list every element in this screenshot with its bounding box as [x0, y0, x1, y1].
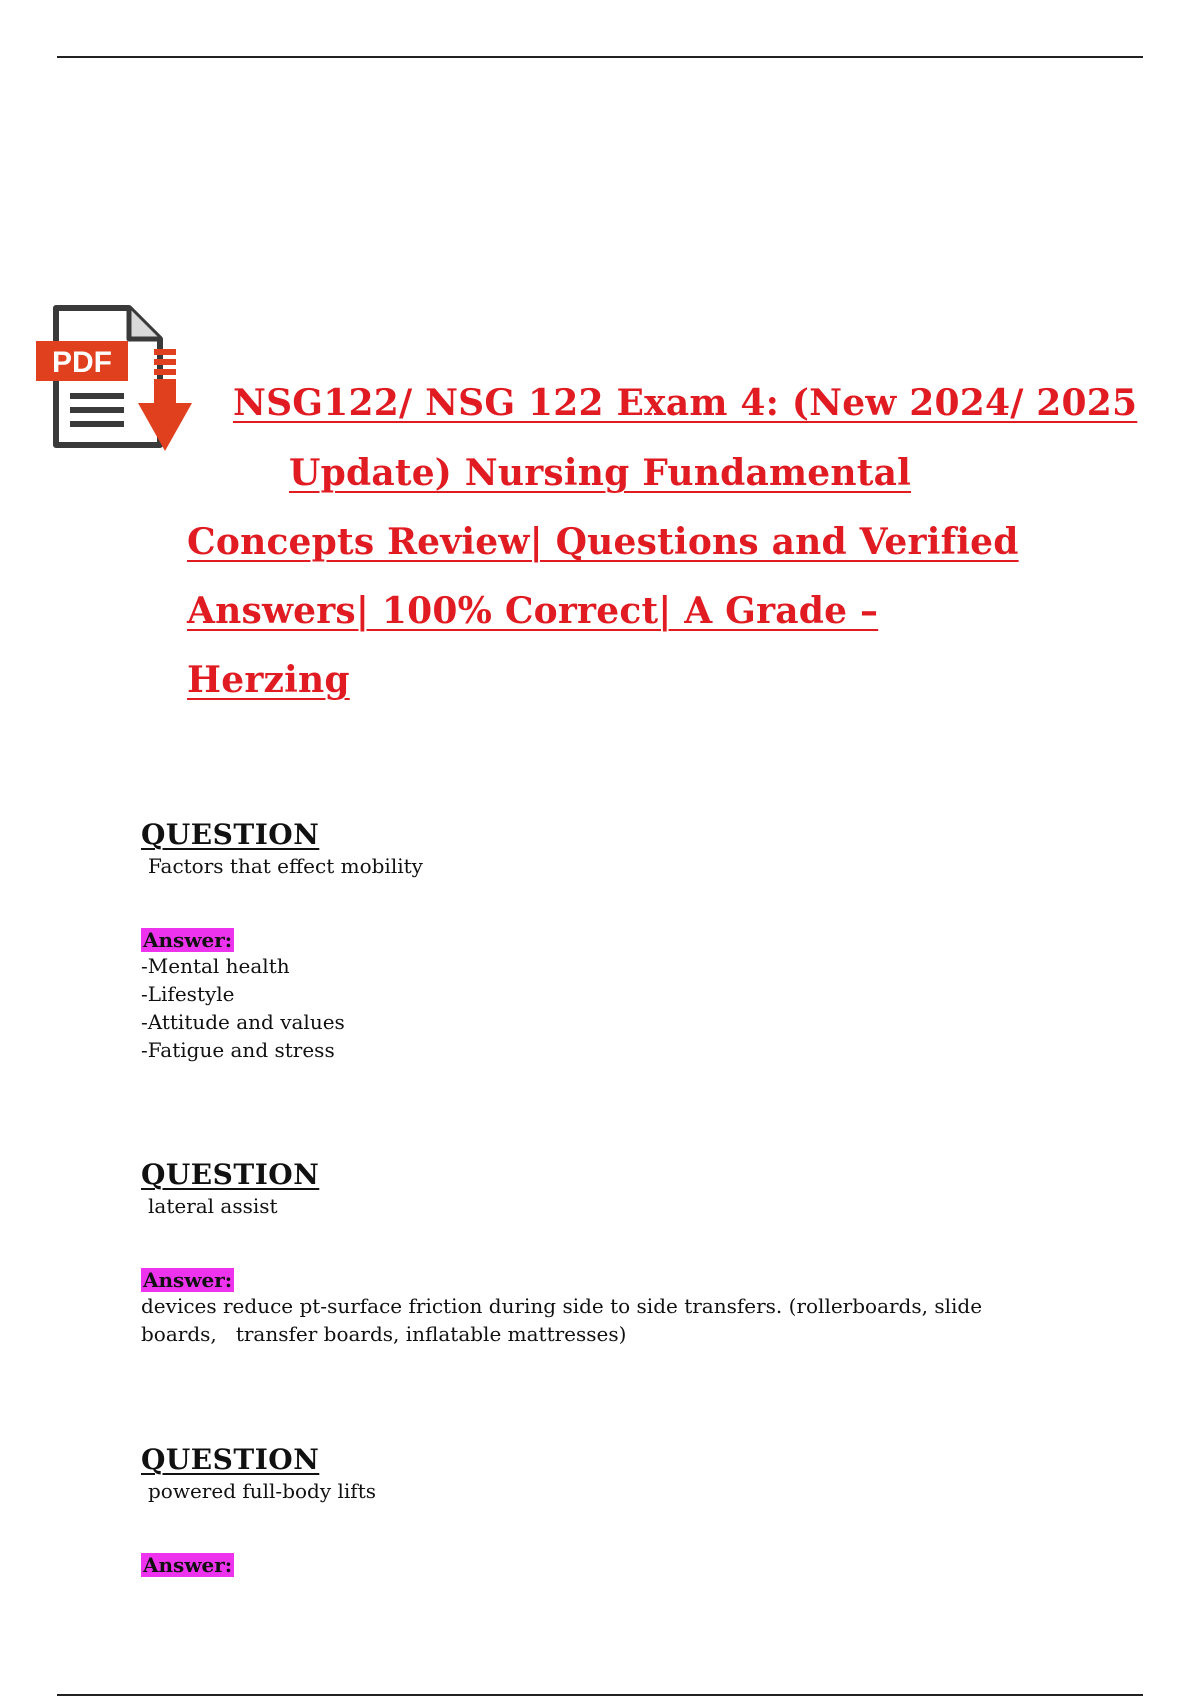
answer-line: boards, transfer boards, inflatable mattresses) — [141, 1322, 627, 1346]
title-line: Answers| 100% Correct| A Grade – — [187, 590, 879, 632]
question-block — [141, 818, 1101, 1064]
answer-line: -Mental health — [141, 954, 290, 978]
answer-label: Answer: — [143, 1268, 233, 1292]
question-text: Factors that effect mobility — [148, 854, 423, 878]
bottom-rule — [57, 1694, 1143, 1696]
question-text: lateral assist — [148, 1194, 278, 1218]
title-line: Update) Nursing Fundamental — [289, 452, 912, 494]
answer-text — [141, 1292, 1101, 1348]
answer-label: Answer: — [143, 1553, 233, 1577]
answer-line: -Lifestyle — [141, 982, 235, 1006]
answer-line: -Attitude and values — [141, 1010, 345, 1034]
title-line: Herzing — [187, 659, 350, 701]
answer-line: devices reduce pt-surface friction during side to side transfers. (rollerboards, slide — [141, 1294, 983, 1318]
top-rule — [57, 56, 1143, 58]
pdf-label: PDF — [52, 346, 112, 379]
answer-text — [141, 952, 1101, 1064]
question-block — [141, 1158, 1101, 1348]
question-block — [141, 1443, 1101, 1577]
title-line: NSG122/ NSG 122 Exam 4: (New 2024/ 2025 — [233, 382, 1138, 424]
question-heading: QUESTION — [141, 1443, 320, 1476]
title-line: Concepts Review| Questions and Verified — [187, 521, 1019, 563]
question-heading: QUESTION — [141, 818, 320, 851]
pdf-download-icon — [34, 305, 194, 455]
answer-label: Answer: — [143, 928, 233, 952]
question-heading: QUESTION — [141, 1158, 320, 1191]
question-text: powered full-body lifts — [148, 1479, 376, 1503]
answer-line: -Fatigue and stress — [141, 1038, 335, 1062]
